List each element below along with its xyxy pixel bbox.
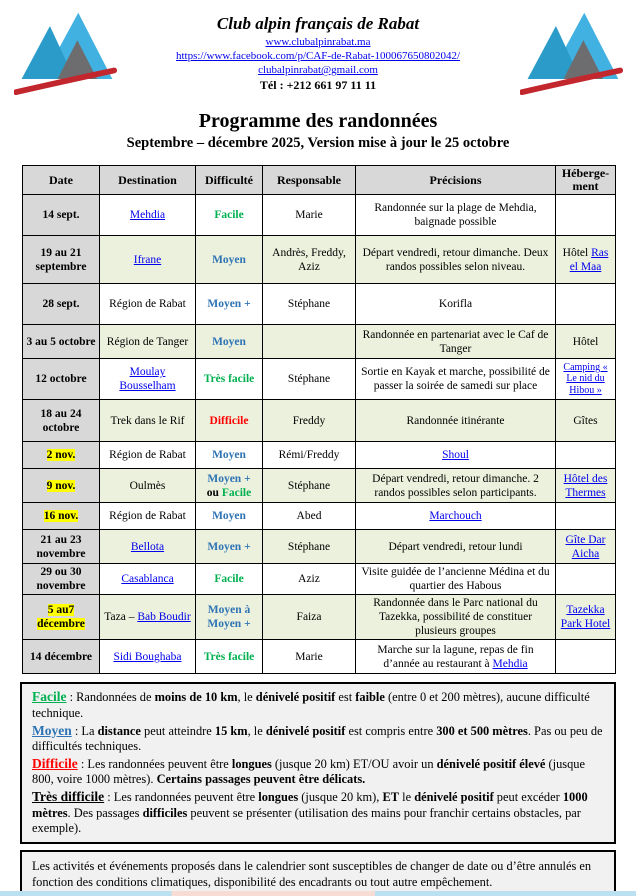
hebergement-cell xyxy=(556,640,616,674)
text-segment: dénivelé positif élevé xyxy=(436,756,546,771)
text-segment: Hôtel xyxy=(562,246,592,259)
column-header-date: Date xyxy=(23,166,100,195)
table-row xyxy=(23,564,616,595)
email-link[interactable]: clubalpinrabat@gmail.com xyxy=(258,64,378,76)
hebergement-cell xyxy=(556,195,616,236)
text-segment: Difficile xyxy=(32,755,78,771)
date-text: 14 décembre xyxy=(29,650,93,663)
column-header-responsable: Responsable xyxy=(263,166,356,195)
precisions-cell xyxy=(356,640,556,674)
legend-item-difficile xyxy=(32,756,604,788)
highlighted-date-text: 16 nov. xyxy=(43,510,79,523)
date-cell xyxy=(23,530,100,564)
date-cell xyxy=(23,359,100,400)
responsable-cell: Marie xyxy=(263,640,356,674)
text-segment: Moyen + xyxy=(207,298,251,311)
table-row xyxy=(23,442,616,469)
hebergement-cell xyxy=(556,530,616,564)
column-header-precisions: Précisions xyxy=(356,166,556,195)
text-segment: 15 km xyxy=(214,723,248,738)
difficulty-cell xyxy=(196,236,263,284)
date-cell xyxy=(23,236,100,284)
text-segment: longues xyxy=(258,789,299,804)
text-segment: Moyen xyxy=(212,335,246,348)
destination-cell: Région de Rabat xyxy=(100,503,196,530)
table-row xyxy=(23,640,616,674)
date-cell xyxy=(23,640,100,674)
text-segment: : Les randonnées peuvent être xyxy=(104,789,259,804)
text-segment: , le xyxy=(237,690,256,705)
text-segment: Moyen xyxy=(32,722,72,738)
text-segment: Facile xyxy=(214,209,244,222)
text-segment: ou xyxy=(206,486,222,499)
text-segment: ET xyxy=(382,789,400,804)
table-link[interactable]: Mehdia xyxy=(492,657,528,670)
date-text: 3 au 5 octobre xyxy=(26,335,96,348)
text-segment: est compris entre xyxy=(345,723,437,738)
date-cell xyxy=(23,325,100,359)
table-link[interactable]: Shoul xyxy=(442,449,469,462)
precisions-cell: Départ vendredi, retour dimanche. Deux randos possibles selon niveau. xyxy=(356,236,556,284)
club-logo-right xyxy=(520,6,624,98)
destination-cell: Oulmès xyxy=(100,469,196,503)
precisions-cell: Sortie en Kayak et marche, possibilité de passer la soirée de samedi sur place xyxy=(356,359,556,400)
table-link[interactable]: Ras el Maa xyxy=(569,246,609,273)
hebergement-cell xyxy=(556,359,616,400)
website-link[interactable]: www.clubalpinrabat.ma xyxy=(265,36,371,48)
date-text: 21 au 23 novembre xyxy=(36,533,86,560)
responsable-cell: Freddy xyxy=(263,400,356,442)
hebergement-cell xyxy=(556,503,616,530)
text-segment: , le xyxy=(247,723,266,738)
precisions-cell xyxy=(356,442,556,469)
hebergement-cell xyxy=(556,595,616,640)
date-text: 14 sept. xyxy=(42,209,80,222)
text-segment: : Les randonnées peuvent être xyxy=(77,756,232,771)
date-text: 18 au 24 octobre xyxy=(40,407,82,434)
text-segment: peut atteindre xyxy=(140,723,215,738)
precisions-cell: Départ vendredi, retour dimanche. 2 randos possibles selon participants. xyxy=(356,469,556,503)
table-row xyxy=(23,503,616,530)
table-row xyxy=(23,469,616,503)
text-segment: (jusque 20 km), xyxy=(298,789,383,804)
highlighted-date-text: 9 nov. xyxy=(46,479,76,492)
column-header-hebergement: Héberge-ment xyxy=(556,166,616,195)
table-link[interactable]: Bellota xyxy=(130,540,165,553)
precisions-cell xyxy=(356,503,556,530)
column-header-difficulte: Difficulté xyxy=(196,166,263,195)
date-text: 12 octobre xyxy=(35,373,87,386)
date-cell xyxy=(23,469,100,503)
text-segment: Très facile xyxy=(203,650,255,663)
precisions-cell: Randonnée dans le Parc national du Tazekka, possibilité de constituer plusieurs groupes xyxy=(356,595,556,640)
text-segment: : La xyxy=(71,723,98,738)
date-cell xyxy=(23,503,100,530)
responsable-cell: Abed xyxy=(263,503,356,530)
table-link[interactable]: Gîte Dar Aicha xyxy=(565,533,606,560)
table-link[interactable]: Casablanca xyxy=(121,573,174,586)
mountains-logo-icon xyxy=(14,6,118,98)
date-cell xyxy=(23,284,100,325)
text-segment: peuvent se présenter (utilisation des mains pour franchir certains obstacles, par exemple). xyxy=(32,805,581,835)
text-segment: Taza – xyxy=(104,611,138,624)
date-cell xyxy=(23,195,100,236)
highlighted-date-text: 2 nov. xyxy=(46,449,76,462)
program-table xyxy=(22,165,616,674)
legend-item-moyen xyxy=(32,723,604,755)
responsable-cell: Andrès, Freddy, Aziz xyxy=(263,236,356,284)
text-segment: Moyen xyxy=(212,449,246,462)
hebergement-cell xyxy=(556,469,616,503)
text-segment: Moyen + xyxy=(207,472,251,485)
precisions-cell: Départ vendredi, retour lundi xyxy=(356,530,556,564)
difficulty-cell xyxy=(196,325,263,359)
text-segment: . Pas ou peu de difficultés techniques. xyxy=(32,723,603,754)
mountains-logo-icon xyxy=(520,6,624,98)
text-segment: faible xyxy=(355,690,385,705)
text-segment: dénivelé positif xyxy=(255,690,336,705)
date-text: 28 sept. xyxy=(42,298,80,311)
legend-item-facile xyxy=(32,689,604,721)
responsable-cell: Stéphane xyxy=(263,530,356,564)
precisions-cell: Visite guidée de l’ancienne Médina et du quartier des Habous xyxy=(356,564,556,595)
page-title: Programme des randonnées xyxy=(198,110,438,132)
text-segment: difficiles xyxy=(142,805,188,820)
text-segment: 300 et 500 mètres xyxy=(436,723,528,738)
column-header-destination: Destination xyxy=(100,166,196,195)
header-row xyxy=(23,166,616,195)
text-segment: peut excéder xyxy=(493,789,563,804)
text-segment: : Randonnées de xyxy=(66,690,155,705)
difficulty-cell xyxy=(196,400,263,442)
table-link[interactable]: Tazekka Park Hotel xyxy=(560,604,611,631)
text-segment: moins de 10 km xyxy=(154,690,238,705)
phone-number: Tél : +212 661 97 11 11 xyxy=(259,78,377,92)
difficulty-cell xyxy=(196,503,263,530)
table-row xyxy=(23,325,616,359)
text-segment: Moyen à xyxy=(207,604,251,617)
text-segment: le xyxy=(399,789,415,804)
precisions-cell: Randonnée sur la plage de Mehdia, baignade possible xyxy=(356,195,556,236)
table-row xyxy=(23,236,616,284)
text-segment: Moyen + xyxy=(207,540,251,553)
destination-cell: Région de Tanger xyxy=(100,325,196,359)
text-segment: (entre 0 et 200 mètres), aucune difficulté technique. xyxy=(32,690,590,721)
hebergement-cell: Hôtel xyxy=(556,325,616,359)
text-segment: distance xyxy=(97,723,141,738)
destination-cell xyxy=(100,236,196,284)
hebergement-cell xyxy=(556,564,616,595)
table-row xyxy=(23,530,616,564)
club-name: Club alpin français de Rabat xyxy=(216,14,420,33)
date-cell xyxy=(23,564,100,595)
hebergement-cell xyxy=(556,236,616,284)
table-link[interactable]: Camping « Le nid du Hibou » xyxy=(563,361,608,396)
table-link[interactable]: Ifrane xyxy=(133,253,162,266)
legend-item-tres-difficile xyxy=(32,789,604,836)
difficulty-cell xyxy=(196,359,263,400)
responsable-cell: Stéphane xyxy=(263,359,356,400)
destination-cell xyxy=(100,595,196,640)
difficulty-cell xyxy=(196,284,263,325)
hebergement-cell: Gîtes xyxy=(556,400,616,442)
text-segment: Certains passages peuvent être délicats. xyxy=(156,772,366,787)
difficulty-cell xyxy=(196,469,263,503)
text-segment: dénivelé positif xyxy=(414,789,494,804)
precisions-cell: Korifla xyxy=(356,284,556,325)
table-link[interactable]: Moulay Bousselham xyxy=(119,366,176,393)
text-segment: (jusque 20 km) ET/OU avoir un xyxy=(271,756,437,771)
responsable-cell: Stéphane xyxy=(263,469,356,503)
responsable-cell: Faiza xyxy=(263,595,356,640)
table-link[interactable]: Bab Boudir xyxy=(137,611,191,624)
text-segment: Facile xyxy=(221,486,252,499)
difficulty-cell xyxy=(196,564,263,595)
destination-cell xyxy=(100,640,196,674)
destination-cell xyxy=(100,564,196,595)
destination-cell: Région de Rabat xyxy=(100,284,196,325)
hebergement-cell xyxy=(556,284,616,325)
table-row xyxy=(23,284,616,325)
text-segment: Facile xyxy=(214,573,244,586)
text-segment: Très facile xyxy=(203,373,255,386)
text-segment: (jusque 800, voire 1000 mètres). xyxy=(32,756,585,787)
hebergement-cell xyxy=(556,442,616,469)
text-segment: Moyen xyxy=(212,253,246,266)
text-segment: Marche sur la lagune, repas de fin d’année au restaurant à xyxy=(377,643,534,670)
responsable-cell: Rémi/Freddy xyxy=(263,442,356,469)
text-segment: Difficile xyxy=(209,414,249,427)
responsable-cell: Stéphane xyxy=(263,284,356,325)
destination-cell: Trek dans le Rif xyxy=(100,400,196,442)
destination-cell: Région de Rabat xyxy=(100,442,196,469)
facebook-link[interactable]: https://www.facebook.com/p/CAF-de-Rabat-100067650802042/ xyxy=(175,50,461,62)
difficulty-legend xyxy=(20,682,616,844)
text-segment: Facile xyxy=(32,689,67,705)
page-subtitle: Septembre – décembre 2025, Version mise à jour le 25 octobre xyxy=(126,135,510,151)
difficulty-cell xyxy=(196,442,263,469)
date-text: 19 au 21 septembre xyxy=(35,246,87,273)
text-segment: longues xyxy=(231,756,272,771)
difficulty-cell xyxy=(196,640,263,674)
text-segment: . Des passages xyxy=(67,805,143,820)
responsable-cell: Marie xyxy=(263,195,356,236)
highlighted-date-text: 5 au7 décembre xyxy=(37,604,85,631)
table-link[interactable]: Mehdia xyxy=(129,209,166,222)
table-row xyxy=(23,195,616,236)
date-cell xyxy=(23,400,100,442)
destination-cell xyxy=(100,530,196,564)
table-link[interactable]: Marchouch xyxy=(429,510,482,523)
table-row xyxy=(23,359,616,400)
precisions-cell: Randonnée en partenariat avec le Caf de Tanger xyxy=(356,325,556,359)
table-row xyxy=(23,400,616,442)
text-segment: Moyen + xyxy=(207,618,251,631)
table-link[interactable]: Hôtel des Thermes xyxy=(563,472,608,499)
precisions-cell: Randonnée itinérante xyxy=(356,400,556,442)
destination-cell xyxy=(100,195,196,236)
difficulty-cell xyxy=(196,530,263,564)
date-cell xyxy=(23,595,100,640)
text-segment: Moyen xyxy=(212,510,246,523)
destination-cell xyxy=(100,359,196,400)
date-text: 29 ou 30 novembre xyxy=(36,566,86,593)
text-segment: 1000 mètres xyxy=(32,789,588,820)
table-row xyxy=(23,595,616,640)
page-edge-strip xyxy=(0,891,636,896)
text-segment: est xyxy=(335,690,356,705)
table-link[interactable]: Sidi Boughaba xyxy=(113,650,182,663)
date-cell xyxy=(23,442,100,469)
program-table-body xyxy=(23,195,616,674)
text-segment: Très difficile xyxy=(32,788,105,804)
club-logo-left xyxy=(14,6,118,98)
responsable-cell xyxy=(263,325,356,359)
disclaimer-note: Les activités et événements proposés dans le calendrier sont susceptibles de changer de date ou d’être annulés en fonction des conditions climatiques, disponibilité des encadrants ou tout autre empêchement. xyxy=(20,850,616,896)
difficulty-cell xyxy=(196,595,263,640)
text-segment: dénivelé positif xyxy=(265,723,346,738)
responsable-cell: Aziz xyxy=(263,564,356,595)
difficulty-cell xyxy=(196,195,263,236)
